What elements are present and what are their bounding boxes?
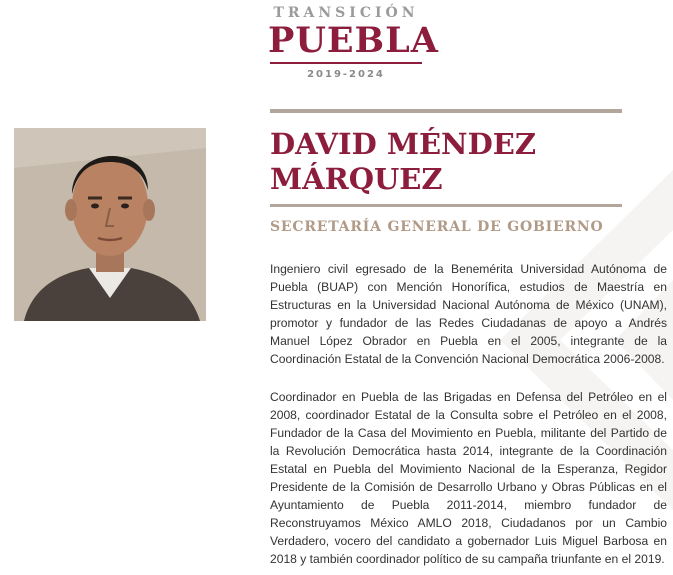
middle-rule — [270, 204, 622, 207]
transicion-puebla-logo — [268, 4, 439, 80]
logo-main-text: PUEBLA — [268, 20, 439, 61]
portrait-photo — [14, 128, 206, 321]
portrait-illustration — [14, 128, 206, 321]
logo-years: 2019-2024 — [307, 69, 385, 80]
person-name — [270, 127, 650, 197]
top-rule — [270, 109, 622, 113]
position-title: SECRETARÍA GENERAL DE GOBIERNO — [270, 219, 604, 235]
logo-divider — [270, 62, 422, 64]
bio-paragraph-2: Coordinador en Puebla de las Brigadas en Defensa del Petróleo en el 2008, coordinador Estatal de la Consulta sobre el Petróleo en el 2008, Fundador de la Casa del Movimiento en Puebla, militante del Partido de la Revolución Democrática hasta 2014, integrante de la Coordinación Estatal en Puebla del Movimiento Nacional de la Esperanza, Regidor Presidente de la Comisión de Desarrollo Urbano y Obras Públicas en el Ayuntamiento de Puebla 2011-2014, miembro fundador de Reconstruyamos México AMLO 2018, Ciudadanos por un Cambio Verdadero, vocero del candidato a gobernador Luis Miguel Barbosa en 2018 y también coordinador político de su campaña triunfante en el 2019. — [270, 390, 667, 566]
name-line-1: DAVID MÉNDEZ — [270, 127, 536, 161]
logo-top-text: TRANSICIÓN — [273, 5, 419, 21]
bio-paragraph-1: Ingeniero civil egresado de la Benemérita Universidad Autónoma de Puebla (BUAP) con Mención Honorífica, estudios de Maestría en Estructuras en la Universidad Nacional Autónoma de México (UNAM), promotor y fundador de las Redes Ciudadanas de apoyo a Andrés Manuel López Obrador en Puebla en el 2005, integrante de la Coordinación Estatal de la Convención Nacional Democrática 2006-2008. — [270, 262, 667, 366]
name-line-2: MÁRQUEZ — [270, 162, 443, 196]
